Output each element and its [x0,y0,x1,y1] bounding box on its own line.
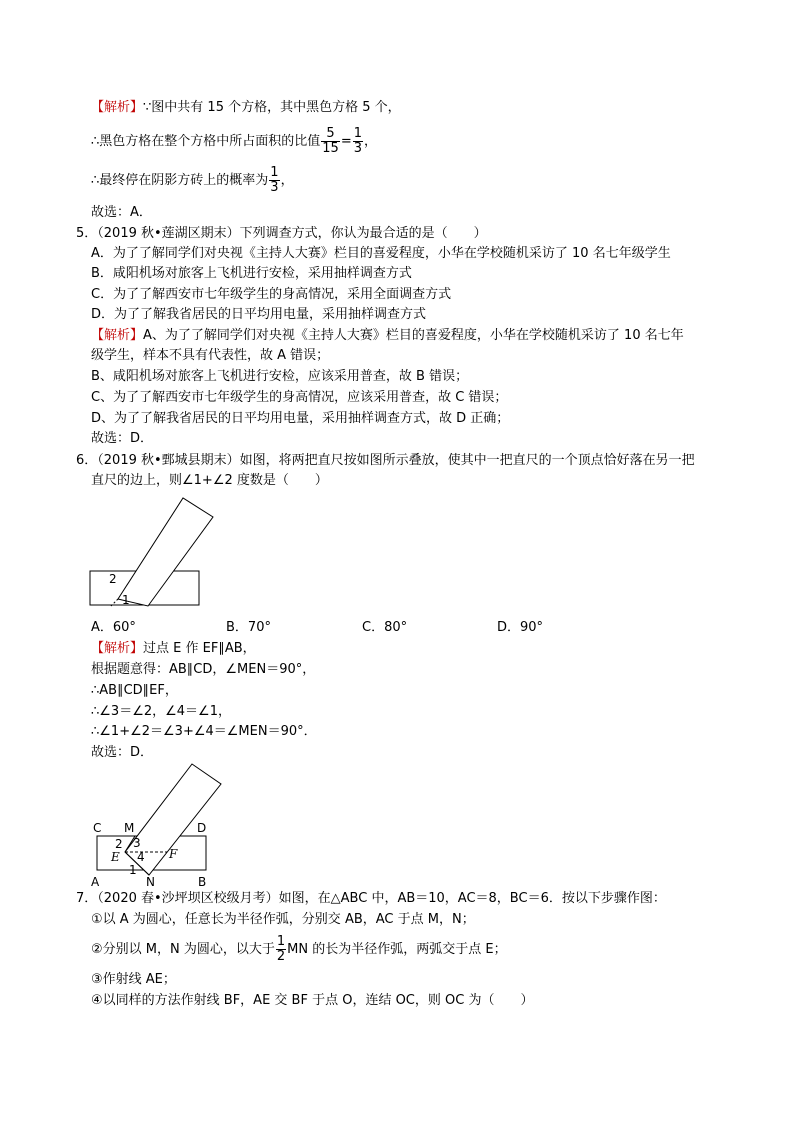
q6-option-d: D．90° [497,620,544,635]
angle-2-label: 2 [115,837,123,851]
angle-2-label: 2 [109,572,117,586]
rulers-figure [85,495,220,610]
q5-option-c: C．为了了解西安市七年级学生的身高情况，采用全面调查方式 [91,287,452,302]
angle-3-label: 3 [133,836,141,850]
point-d-label: D [197,821,207,835]
q7-step-4: ④以同样的方法作射线 BF，AE 交 BF 于点 O，连结 OC，则 OC 为（ ） [91,993,534,1008]
q5-option-a: A．为了了解同学们对央视《主持人大赛》栏目的喜爱程度，小华在学校随机采访了 10 名七年级学生 [91,246,671,261]
point-a-label: A [91,875,100,888]
fraction: $\frac{1}{3}$ [270,165,279,195]
q5-option-d: D．为了了解我省居民的日平均用电量，采用抽样调查方式 [91,307,427,322]
fraction: $\frac{5}{15}$ [322,126,339,156]
q6-stem-line-1: 6．（2019 秋•鄄城县期末）如图，将两把直尺按如图所示叠放，使其中一把直尺的一个顶点恰好落在另一把 [76,453,695,468]
q6-analysis-line-2: 根据题意得：AB∥CD，∠MEN＝90°， [91,662,316,677]
rulers-figure-labeled [85,762,225,888]
point-c-label: C [93,821,102,835]
q4-analysis-line-3: ∴最终停在阴影方砖上的概率为 $\frac{1}{3}$ ， [91,165,294,195]
q7-step-1: ①以 A 为圆心，任意长为半径作弧，分别交 AB，AC 于点 M，N； [91,912,475,927]
q5-stem: 5．（2019 秋•莲湖区期末）下列调查方式，你认为最合适的是（ ） [76,226,487,241]
q5-analysis-line-1: 【解析】A、为了了解同学们对央视《主持人大赛》栏目的喜爱程度，小华在学校随机采访了 10 名七年 [91,328,684,343]
q5-option-b: B．咸阳机场对旅客上飞机进行安检，采用抽样调查方式 [91,266,412,281]
angle-4-label: 4 [137,850,145,864]
fraction: $\frac{1}{3}$ [353,126,363,156]
q5-analysis-line-3: B、咸阳机场对旅客上飞机进行安检，应该采用普查，故 B 错误； [91,369,469,384]
point-f-label: F [169,847,178,861]
q4-analysis-line-2: ∴黑色方格在整个方格中所占面积的比值 $\frac{5}{15}$ = $\frac{1}{3}$ ， [91,126,378,156]
q5-analysis-line-4: C、为了了解西安市七年级学生的身高情况，应该采用普查，故 C 错误； [91,390,508,405]
angle-1-label: 1 [122,593,130,607]
q6-option-c: C．80° [362,620,408,635]
q4-answer: 故选：A． [91,205,152,220]
q6-stem-line-2: 直尺的边上，则∠1+∠2 度数是（ ） [91,473,328,488]
analysis-label: 【解析】 [91,100,144,115]
angle-1-label: 1 [129,863,137,877]
fraction: $\frac{1}{2}$ [276,934,286,964]
q4-analysis-line-1: 【解析】∵图中共有 15 个方格，其中黑色方格 5 个， [91,100,401,115]
q6-analysis-line-4: ∴∠3＝∠2，∠4＝∠1， [91,704,231,719]
q6-analysis-line-1: 【解析】过点 E 作 EF∥AB， [91,641,256,656]
q6-analysis-line-3: ∴AB∥CD∥EF， [91,683,178,698]
point-m-label: M [124,821,135,835]
q7-step-2: ②分别以 M，N 为圆心，以大于 $\frac{1}{2}$ MN 的长为半径作弧，两弧交于点 E； [91,934,507,964]
point-e-label: E [111,850,120,864]
point-n-label: N [146,875,155,888]
point-b-label: B [198,875,207,888]
q5-answer: 故选：D． [91,431,154,446]
q5-analysis-line-5: D、为了了解我省居民的日平均用电量，采用抽样调查方式，故 D 正确； [91,411,510,426]
q6-answer: 故选：D． [91,745,154,760]
q7-stem: 7．（2020 春•沙坪坝区校级月考）如图，在△ABC 中，AB＝10，AC＝8，BC＝6．按以下步骤作图： [76,891,666,906]
q7-step-3: ③作射线 AE； [91,972,176,987]
q6-option-a: A．60° [91,620,136,635]
q6-option-b: B．70° [226,620,271,635]
q6-analysis-line-5: ∴∠1+∠2＝∠3+∠4＝∠MEN＝90°． [91,724,317,739]
q5-analysis-line-2: 级学生，样本不具有代表性，故 A 错误； [91,348,330,363]
